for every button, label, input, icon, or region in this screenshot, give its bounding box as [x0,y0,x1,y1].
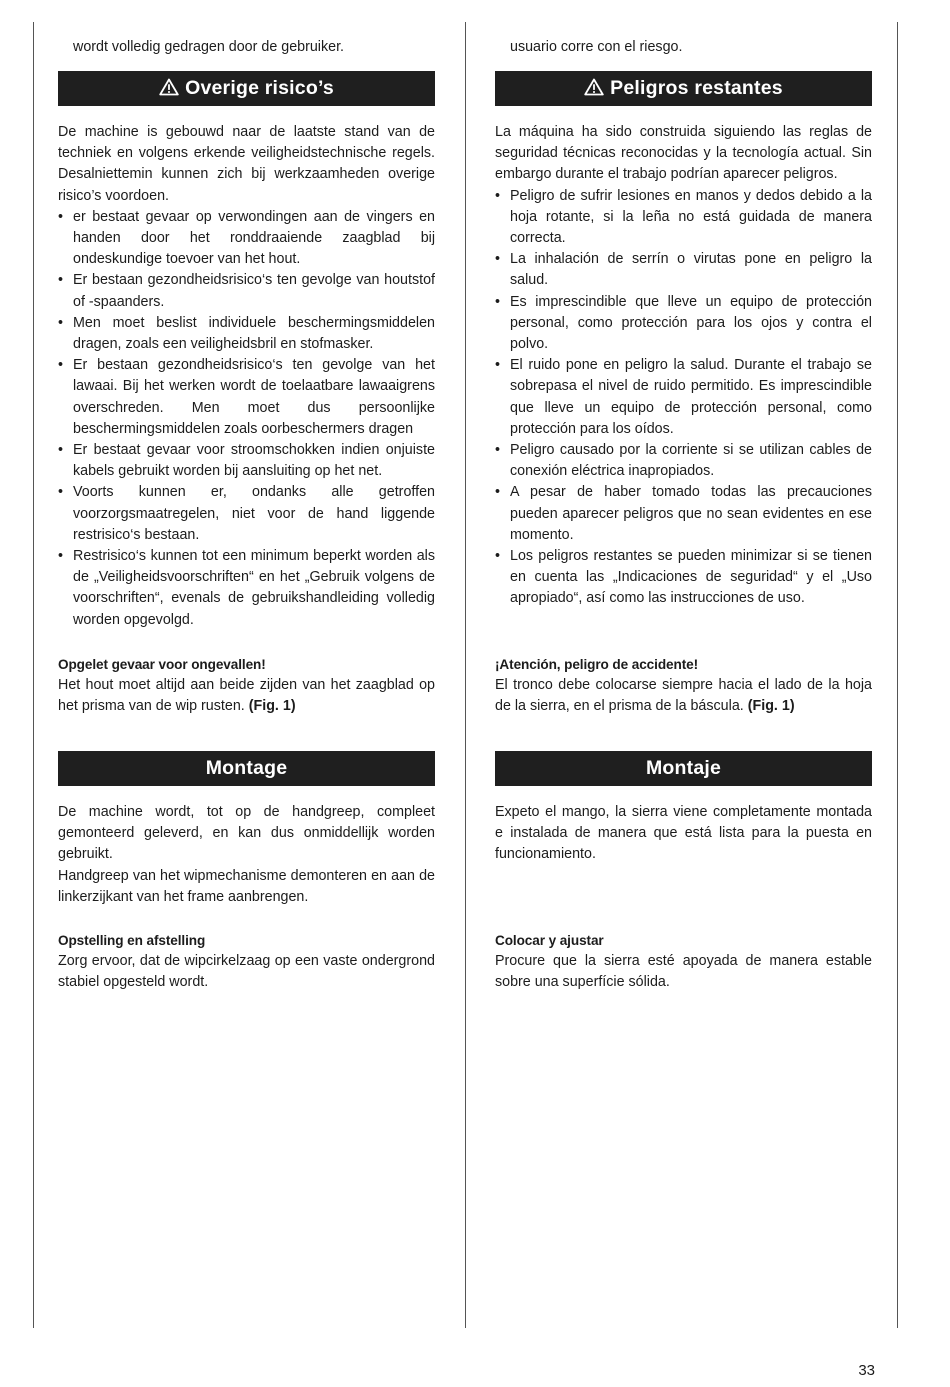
left-assembly-body [58,802,435,908]
right-assembly-heading: Montaje [495,751,872,786]
list-item: • Voorts kunnen er, ondanks alle getroffen voorzorgsmaatregelen, niet voor de hand liggende restrisico‘s bestaan. [58,482,435,546]
left-risks-body [58,122,435,631]
list-item: • Los peligros restantes se pueden minimizar si se tienen en cuenta las „Indicaciones de seguridad“ y el „Uso apropiado“, así como las instrucciones de uso. [495,546,872,610]
list-item: • A pesar de haber tomado todas las precauciones pueden aparecer peligros que no sean evidentes en ese momento. [495,482,872,546]
left-lead-text: wordt volledig gedragen door de gebruiker. [73,39,345,55]
right-risks-list [495,186,872,610]
right-risks-intro: La máquina ha sido construida siguiendo las reglas de seguridad técnicas reconocidas y la tecnología actual. Sin embargo durante el trabajo podrían aparecer peligros. [495,124,872,183]
left-setup-title: Opstelling en afstelling [58,933,206,948]
left-accident-text: Het hout moet altijd aan beide zijden van het zaagblad op het prisma van de wip rusten. [58,677,435,715]
left-assembly-heading: Montage [58,751,435,786]
left-accident-paragraph [58,675,435,717]
left-accident-warning [58,654,435,718]
right-accident-paragraph [495,675,872,717]
list-item: • Restrisico‘s kunnen tot een minimum beperkt worden als de „Veiligheidsvoorschriften“ en het „Gebruik volgens de voorschriften“, evenals de gebruikshandleiding volledig worden opgevolgd. [58,546,435,631]
list-item: • El ruido pone en peligro la salud. Durante el trabajo se sobrepasa el nivel de ruido permitido. Es imprescindible que lleve un equipo de protección personal, como protección para los oídos. [495,355,872,440]
right-setup-title: Colocar y ajustar [495,933,604,948]
right-figure-ref: (Fig. 1) [747,698,795,715]
left-setup-text: Zorg ervoor, dat de wipcirkelzaag op een vaste ondergrond stabiel opgesteld wordt. [58,953,435,991]
right-accident-warning [495,654,872,718]
left-assembly-p2: Handgreep van het wipmechanisme demonteren en aan de linkerzijkant van het frame aanbrengen. [58,867,435,905]
right-risks-heading-text: Peligros restantes [610,77,783,99]
list-item: • Er bestaan gezondheidsrisico‘s ten gevolge van houtstof of -spaanders. [58,270,435,312]
left-risks-intro: De machine is gebouwd naar de laatste stand van de techniek en volgens erkende veiligheidstechnische regels. Desalniettemin kunnen zich bij werkzaamheden overige risico’s voordoen. [58,124,435,204]
right-accident-title: ¡Atención, peligro de accidente! [495,657,699,672]
left-accident-title: Opgelet gevaar voor ongevallen! [58,657,266,672]
left-assembly-p1: De machine wordt, tot op de handgreep, compleet gemonteerd geleverd, en kan dus onmiddellijk worden gebruikt. [58,804,435,863]
list-item: • Men moet beslist individuele beschermingsmiddelen dragen, zoals een veiligheidsbril en stofmasker. [58,313,435,355]
right-setup-section [495,930,872,994]
right-lead-text: usuario corre con el riesgo. [510,39,683,55]
right-risks-heading [495,71,872,106]
left-risks-list [58,207,435,631]
right-setup-text: Procure que la sierra esté apoyada de manera estable sobre una superfície sólida. [495,953,872,991]
warning-triangle-icon [159,73,179,108]
left-setup-section [58,930,435,994]
left-risks-heading-text: Overige risico’s [185,77,334,99]
left-risks-heading [58,71,435,106]
list-item: • er bestaat gevaar op verwondingen aan de vingers en handen door het ronddraaiende zaagblad bij ondeskundige toevoer van het hout. [58,207,435,271]
list-item: • Peligro causado por la corriente si se utilizan cables de conexión eléctrica inapropiados. [495,440,872,482]
right-assembly-p1: Expeto el mango, la sierra viene completamente montada e instalada de manera que está lista para la puesta en funcionamiento. [495,804,872,863]
page-number: 33 [858,1362,875,1379]
list-item: • Peligro de sufrir lesiones en manos y dedos debido a la hoja rotante, si la leña no está guidada de manera correcta. [495,186,872,250]
center-column-rule [465,22,466,1328]
warning-triangle-icon [584,73,604,108]
list-item: • Er bestaat gevaar voor stroomschokken indien onjuiste kabels gebruikt worden bij aansluiting op het net. [58,440,435,482]
right-assembly-body [495,802,872,866]
right-accident-text: El tronco debe colocarse siempre hacia el lado de la hoja de la sierra, en el prisma de la báscula. [495,677,872,715]
left-figure-ref: (Fig. 1) [248,698,296,715]
left-margin-rule [33,22,34,1328]
right-risks-body [495,122,872,610]
right-margin-rule [897,22,898,1328]
list-item: • Er bestaan gezondheidsrisico‘s ten gevolge van het lawaai. Bij het werken wordt de toelaatbare lawaaigrens overschreden. Men moet dus persoonlijke beschermingsmiddelen zoals oorbeschermers dragen [58,355,435,440]
list-item: • Es imprescindible que lleve un equipo de protección personal, como protección para los ojos y contra el polvo. [495,292,872,356]
list-item: • La inhalación de serrín o virutas pone en peligro la salud. [495,249,872,291]
